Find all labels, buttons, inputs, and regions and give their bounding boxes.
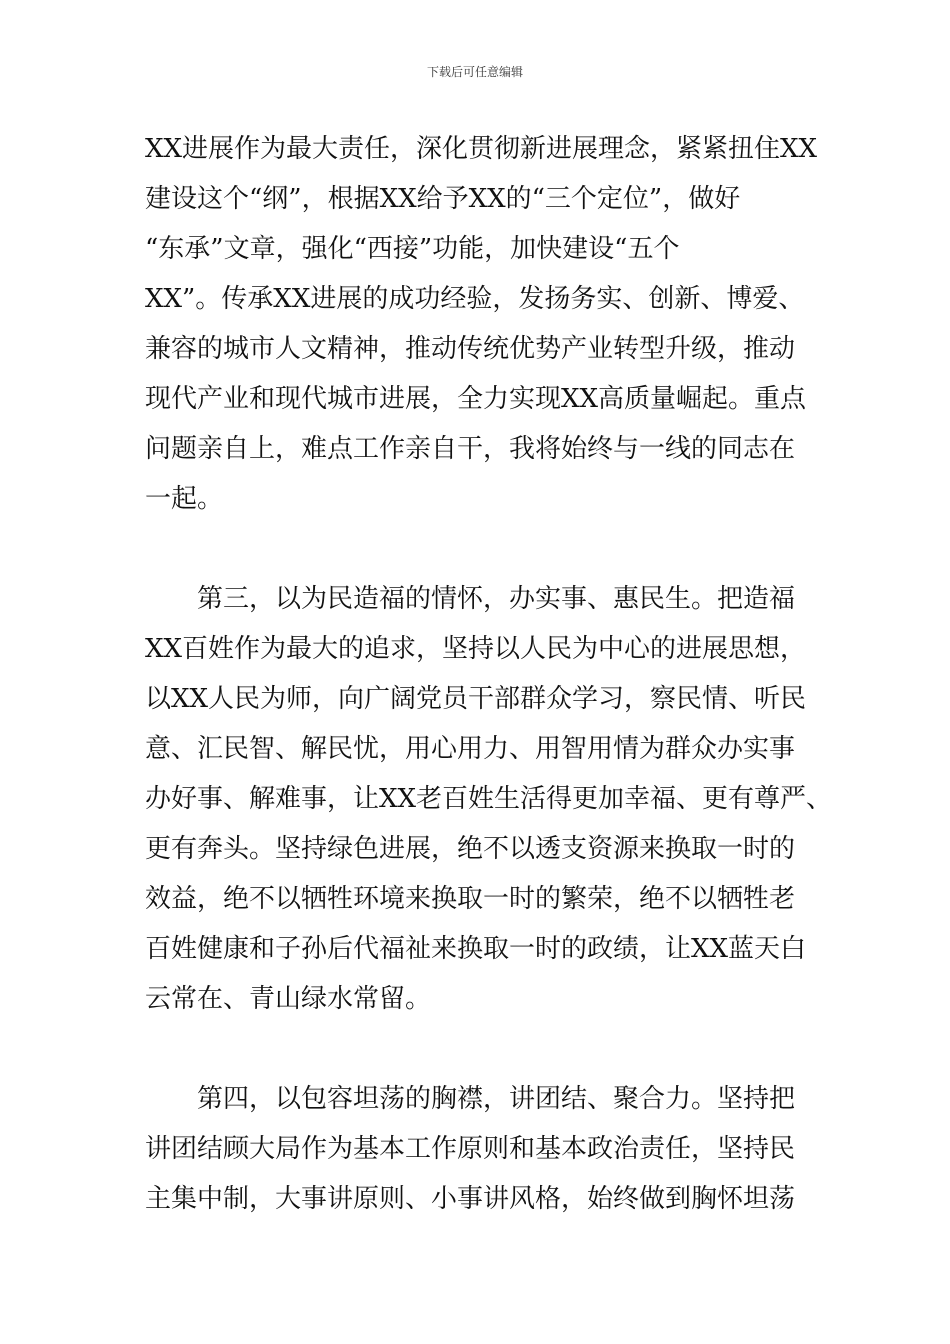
- text-line: 讲团结顾大局作为基本工作原则和基本政治责任，坚持民: [145, 1134, 796, 1164]
- text-line: 效益，绝不以牺牲环境来换取一时的繁荣，绝不以牺牲老: [145, 884, 796, 914]
- text-line: 建设这个“纲”，根据XX给予XX的“三个定位”，做好: [145, 184, 741, 214]
- paragraph-2: [145, 574, 833, 1024]
- text-line: 现代产业和现代城市进展，全力实现XX高质量崛起。重点: [145, 384, 807, 414]
- text-line: 办好事、解难事，让XX老百姓生活得更加幸福、更有尊严、: [145, 784, 833, 814]
- header-note: 下载后可任意编辑: [426, 65, 523, 79]
- text-line: 第三，以为民造福的情怀，办实事、惠民生。把造福: [145, 584, 796, 614]
- text-line: 问题亲自上，难点工作亲自干，我将始终与一线的同志在: [145, 434, 796, 464]
- text-line: XX”。传承XX进展的成功经验，发扬务实、创新、博爱、: [145, 284, 805, 314]
- text-line: 第四，以包容坦荡的胸襟，讲团结、聚合力。坚持把: [145, 1084, 796, 1114]
- text-line: 以XX人民为师，向广阔党员干部群众学习，察民情、听民: [145, 684, 807, 714]
- text-line: 主集中制，大事讲原则、小事讲风格，始终做到胸怀坦荡: [145, 1184, 796, 1214]
- text-line: 云常在、青山绿水常留。: [145, 984, 432, 1014]
- text-line: 兼容的城市人文精神，推动传统优势产业转型升级，推动: [145, 334, 796, 364]
- paragraph-3: [145, 1074, 825, 1224]
- text-line: 百姓健康和子孙后代福祉来换取一时的政绩，让XX蓝天白: [145, 934, 807, 964]
- text-line: 更有奔头。坚持绿色进展，绝不以透支资源来换取一时的: [145, 834, 796, 864]
- text-line: 意、汇民智、解民忧，用心用力、用智用情为群众办实事: [145, 734, 796, 764]
- text-line: XX百姓作为最大的追求，坚持以人民为中心的进展思想，: [145, 634, 807, 664]
- text-line: XX进展作为最大责任，深化贯彻新进展理念，紧紧扭住XX: [145, 134, 818, 164]
- text-line: “东承”文章，强化“西接”功能，加快建设“五个: [145, 234, 680, 264]
- text-line: 一起。: [145, 484, 224, 514]
- paragraph-1: [145, 124, 825, 524]
